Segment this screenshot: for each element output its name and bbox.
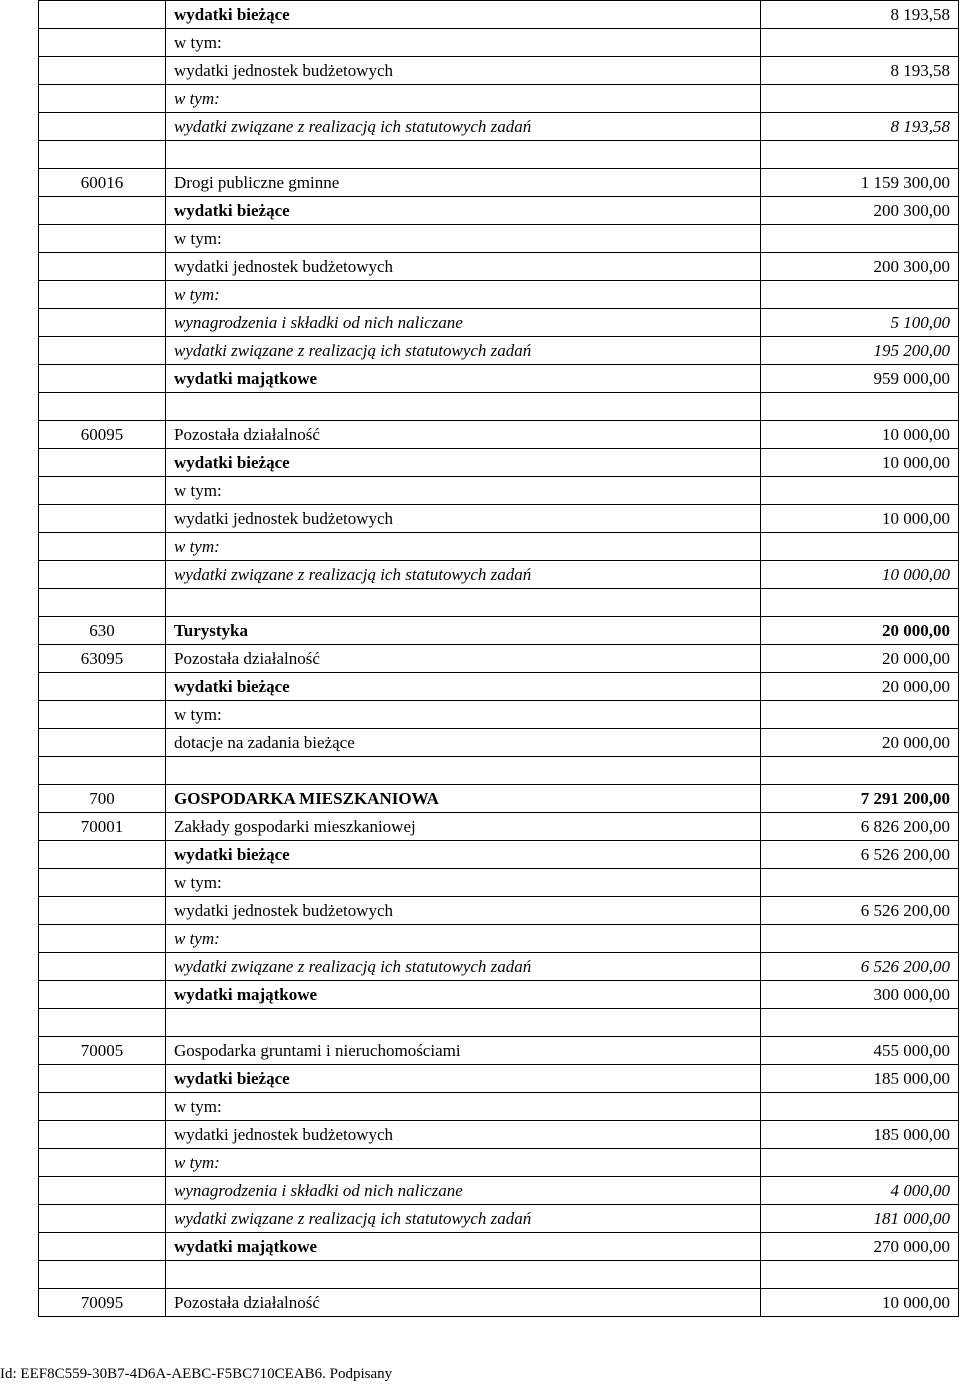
row-description-cell: Pozostała działalność bbox=[166, 1289, 761, 1317]
row-description-cell: wydatki związane z realizacją ich statutowych zadań bbox=[166, 1205, 761, 1233]
budget-table bbox=[38, 0, 959, 1317]
row-amount-cell: 6 826 200,00 bbox=[761, 813, 959, 841]
row-description-cell: w tym: bbox=[166, 281, 761, 309]
table-row bbox=[39, 645, 959, 673]
table-row bbox=[39, 393, 959, 421]
table-row bbox=[39, 673, 959, 701]
row-amount-cell: 7 291 200,00 bbox=[761, 785, 959, 813]
row-code-cell bbox=[39, 1177, 166, 1205]
row-code-cell bbox=[39, 141, 166, 169]
row-description-cell: w tym: bbox=[166, 477, 761, 505]
row-amount-cell bbox=[761, 29, 959, 57]
row-description-cell: wydatki bieżące bbox=[166, 673, 761, 701]
row-amount-cell bbox=[761, 701, 959, 729]
table-row bbox=[39, 225, 959, 253]
table-row bbox=[39, 337, 959, 365]
row-description-cell: dotacje na zadania bieżące bbox=[166, 729, 761, 757]
row-description-cell: wydatki majątkowe bbox=[166, 365, 761, 393]
table-row bbox=[39, 589, 959, 617]
table-row bbox=[39, 141, 959, 169]
row-code-cell bbox=[39, 981, 166, 1009]
row-description-cell: wydatki majątkowe bbox=[166, 1233, 761, 1261]
row-amount-cell bbox=[761, 141, 959, 169]
row-amount-cell: 20 000,00 bbox=[761, 673, 959, 701]
table-row bbox=[39, 841, 959, 869]
row-code-cell bbox=[39, 1009, 166, 1037]
row-description-cell: Gospodarka gruntami i nieruchomościami bbox=[166, 1037, 761, 1065]
table-row bbox=[39, 1009, 959, 1037]
row-amount-cell: 8 193,58 bbox=[761, 1, 959, 29]
row-description-cell: w tym: bbox=[166, 701, 761, 729]
row-amount-cell bbox=[761, 1149, 959, 1177]
row-description-cell: Pozostała działalność bbox=[166, 645, 761, 673]
table-row bbox=[39, 309, 959, 337]
row-code-cell bbox=[39, 1065, 166, 1093]
row-amount-cell bbox=[761, 1261, 959, 1289]
row-description-cell: Turystyka bbox=[166, 617, 761, 645]
row-code-cell bbox=[39, 673, 166, 701]
row-code-cell bbox=[39, 589, 166, 617]
row-amount-cell: 5 100,00 bbox=[761, 309, 959, 337]
table-row bbox=[39, 701, 959, 729]
row-code-cell bbox=[39, 85, 166, 113]
row-amount-cell: 6 526 200,00 bbox=[761, 841, 959, 869]
table-row bbox=[39, 505, 959, 533]
row-description-cell: w tym: bbox=[166, 533, 761, 561]
row-amount-cell: 270 000,00 bbox=[761, 1233, 959, 1261]
row-code-cell bbox=[39, 393, 166, 421]
row-code-cell bbox=[39, 1093, 166, 1121]
row-amount-cell: 4 000,00 bbox=[761, 1177, 959, 1205]
row-description-cell: w tym: bbox=[166, 85, 761, 113]
row-amount-cell bbox=[761, 589, 959, 617]
row-code-cell: 70001 bbox=[39, 813, 166, 841]
row-description-cell: wynagrodzenia i składki od nich naliczane bbox=[166, 1177, 761, 1205]
row-code-cell bbox=[39, 113, 166, 141]
row-code-cell bbox=[39, 29, 166, 57]
row-description-cell: w tym: bbox=[166, 1149, 761, 1177]
table-row bbox=[39, 281, 959, 309]
row-description-cell: wydatki majątkowe bbox=[166, 981, 761, 1009]
row-amount-cell: 6 526 200,00 bbox=[761, 953, 959, 981]
row-description-cell: wydatki bieżące bbox=[166, 197, 761, 225]
row-description-cell: GOSPODARKA MIESZKANIOWA bbox=[166, 785, 761, 813]
row-amount-cell bbox=[761, 393, 959, 421]
row-description-cell bbox=[166, 393, 761, 421]
row-amount-cell: 181 000,00 bbox=[761, 1205, 959, 1233]
table-row bbox=[39, 169, 959, 197]
row-code-cell bbox=[39, 477, 166, 505]
row-code-cell: 70095 bbox=[39, 1289, 166, 1317]
row-description-cell: w tym: bbox=[166, 225, 761, 253]
row-code-cell bbox=[39, 953, 166, 981]
row-description-cell bbox=[166, 589, 761, 617]
table-row bbox=[39, 365, 959, 393]
row-amount-cell bbox=[761, 533, 959, 561]
row-description-cell: wydatki jednostek budżetowych bbox=[166, 505, 761, 533]
row-amount-cell: 185 000,00 bbox=[761, 1121, 959, 1149]
row-code-cell bbox=[39, 281, 166, 309]
row-amount-cell: 8 193,58 bbox=[761, 113, 959, 141]
row-code-cell: 60016 bbox=[39, 169, 166, 197]
row-description-cell: wydatki bieżące bbox=[166, 449, 761, 477]
row-code-cell: 630 bbox=[39, 617, 166, 645]
row-amount-cell: 10 000,00 bbox=[761, 449, 959, 477]
table-row bbox=[39, 449, 959, 477]
row-code-cell bbox=[39, 1149, 166, 1177]
row-description-cell: wydatki jednostek budżetowych bbox=[166, 253, 761, 281]
row-code-cell bbox=[39, 225, 166, 253]
row-amount-cell: 959 000,00 bbox=[761, 365, 959, 393]
row-description-cell: w tym: bbox=[166, 29, 761, 57]
row-description-cell: wydatki związane z realizacją ich statutowych zadań bbox=[166, 953, 761, 981]
table-row bbox=[39, 981, 959, 1009]
row-description-cell: Zakłady gospodarki mieszkaniowej bbox=[166, 813, 761, 841]
row-amount-cell: 185 000,00 bbox=[761, 1065, 959, 1093]
row-amount-cell bbox=[761, 1093, 959, 1121]
table-row bbox=[39, 785, 959, 813]
row-description-cell: Drogi publiczne gminne bbox=[166, 169, 761, 197]
row-description-cell: w tym: bbox=[166, 925, 761, 953]
row-code-cell: 60095 bbox=[39, 421, 166, 449]
row-description-cell: wynagrodzenia i składki od nich naliczane bbox=[166, 309, 761, 337]
row-description-cell: wydatki jednostek budżetowych bbox=[166, 1121, 761, 1149]
budget-table-body bbox=[39, 1, 959, 1317]
table-row bbox=[39, 617, 959, 645]
table-row bbox=[39, 1149, 959, 1177]
row-amount-cell: 200 300,00 bbox=[761, 253, 959, 281]
row-code-cell bbox=[39, 533, 166, 561]
row-code-cell bbox=[39, 253, 166, 281]
row-code-cell bbox=[39, 1233, 166, 1261]
row-description-cell bbox=[166, 1261, 761, 1289]
row-amount-cell bbox=[761, 925, 959, 953]
row-amount-cell: 195 200,00 bbox=[761, 337, 959, 365]
row-description-cell: wydatki jednostek budżetowych bbox=[166, 897, 761, 925]
row-amount-cell: 20 000,00 bbox=[761, 645, 959, 673]
row-code-cell bbox=[39, 309, 166, 337]
row-code-cell: 70005 bbox=[39, 1037, 166, 1065]
row-description-cell: w tym: bbox=[166, 1093, 761, 1121]
row-description-cell: wydatki bieżące bbox=[166, 841, 761, 869]
table-row bbox=[39, 869, 959, 897]
table-row bbox=[39, 757, 959, 785]
table-row bbox=[39, 1065, 959, 1093]
document-footer-id: Id: EEF8C559-30B7-4D6A-AEBC-F5BC710CEAB6. Podpisany bbox=[0, 1366, 393, 1382]
table-row bbox=[39, 1261, 959, 1289]
row-description-cell: wydatki jednostek budżetowych bbox=[166, 57, 761, 85]
row-amount-cell: 1 159 300,00 bbox=[761, 169, 959, 197]
table-row bbox=[39, 197, 959, 225]
table-row bbox=[39, 1205, 959, 1233]
table-row bbox=[39, 1233, 959, 1261]
table-row bbox=[39, 729, 959, 757]
row-amount-cell bbox=[761, 757, 959, 785]
row-description-cell: wydatki związane z realizacją ich statutowych zadań bbox=[166, 561, 761, 589]
row-code-cell bbox=[39, 561, 166, 589]
row-amount-cell: 455 000,00 bbox=[761, 1037, 959, 1065]
table-row bbox=[39, 1093, 959, 1121]
row-description-cell bbox=[166, 141, 761, 169]
row-code-cell bbox=[39, 365, 166, 393]
table-row bbox=[39, 813, 959, 841]
row-code-cell bbox=[39, 449, 166, 477]
row-amount-cell: 20 000,00 bbox=[761, 729, 959, 757]
row-code-cell bbox=[39, 1205, 166, 1233]
row-description-cell: Pozostała działalność bbox=[166, 421, 761, 449]
row-amount-cell bbox=[761, 477, 959, 505]
row-description-cell: wydatki związane z realizacją ich statutowych zadań bbox=[166, 113, 761, 141]
table-row bbox=[39, 1037, 959, 1065]
table-row bbox=[39, 533, 959, 561]
row-description-cell bbox=[166, 757, 761, 785]
row-amount-cell: 300 000,00 bbox=[761, 981, 959, 1009]
table-row bbox=[39, 897, 959, 925]
row-amount-cell: 8 193,58 bbox=[761, 57, 959, 85]
row-code-cell bbox=[39, 197, 166, 225]
row-code-cell bbox=[39, 757, 166, 785]
table-row bbox=[39, 1289, 959, 1317]
row-amount-cell: 10 000,00 bbox=[761, 561, 959, 589]
row-code-cell bbox=[39, 1261, 166, 1289]
row-amount-cell bbox=[761, 869, 959, 897]
row-amount-cell: 10 000,00 bbox=[761, 505, 959, 533]
row-code-cell bbox=[39, 57, 166, 85]
row-amount-cell bbox=[761, 281, 959, 309]
row-code-cell: 700 bbox=[39, 785, 166, 813]
row-amount-cell: 6 526 200,00 bbox=[761, 897, 959, 925]
row-description-cell bbox=[166, 1009, 761, 1037]
row-amount-cell: 200 300,00 bbox=[761, 197, 959, 225]
table-row bbox=[39, 113, 959, 141]
row-amount-cell: 20 000,00 bbox=[761, 617, 959, 645]
row-amount-cell bbox=[761, 1009, 959, 1037]
row-code-cell: 63095 bbox=[39, 645, 166, 673]
table-row bbox=[39, 57, 959, 85]
row-code-cell bbox=[39, 337, 166, 365]
row-code-cell bbox=[39, 925, 166, 953]
row-code-cell bbox=[39, 869, 166, 897]
table-row bbox=[39, 1, 959, 29]
table-row bbox=[39, 421, 959, 449]
table-row bbox=[39, 561, 959, 589]
table-row bbox=[39, 1121, 959, 1149]
row-amount-cell bbox=[761, 225, 959, 253]
row-description-cell: wydatki związane z realizacją ich statutowych zadań bbox=[166, 337, 761, 365]
row-amount-cell: 10 000,00 bbox=[761, 1289, 959, 1317]
table-row bbox=[39, 953, 959, 981]
row-code-cell bbox=[39, 1121, 166, 1149]
table-row bbox=[39, 925, 959, 953]
row-code-cell bbox=[39, 701, 166, 729]
table-row bbox=[39, 253, 959, 281]
row-code-cell bbox=[39, 505, 166, 533]
row-amount-cell: 10 000,00 bbox=[761, 421, 959, 449]
row-description-cell: wydatki bieżące bbox=[166, 1065, 761, 1093]
row-description-cell: wydatki bieżące bbox=[166, 1, 761, 29]
table-row bbox=[39, 1177, 959, 1205]
row-code-cell bbox=[39, 1, 166, 29]
row-code-cell bbox=[39, 729, 166, 757]
table-row bbox=[39, 477, 959, 505]
row-amount-cell bbox=[761, 85, 959, 113]
table-row bbox=[39, 85, 959, 113]
row-code-cell bbox=[39, 897, 166, 925]
table-row bbox=[39, 29, 959, 57]
row-description-cell: w tym: bbox=[166, 869, 761, 897]
row-code-cell bbox=[39, 841, 166, 869]
